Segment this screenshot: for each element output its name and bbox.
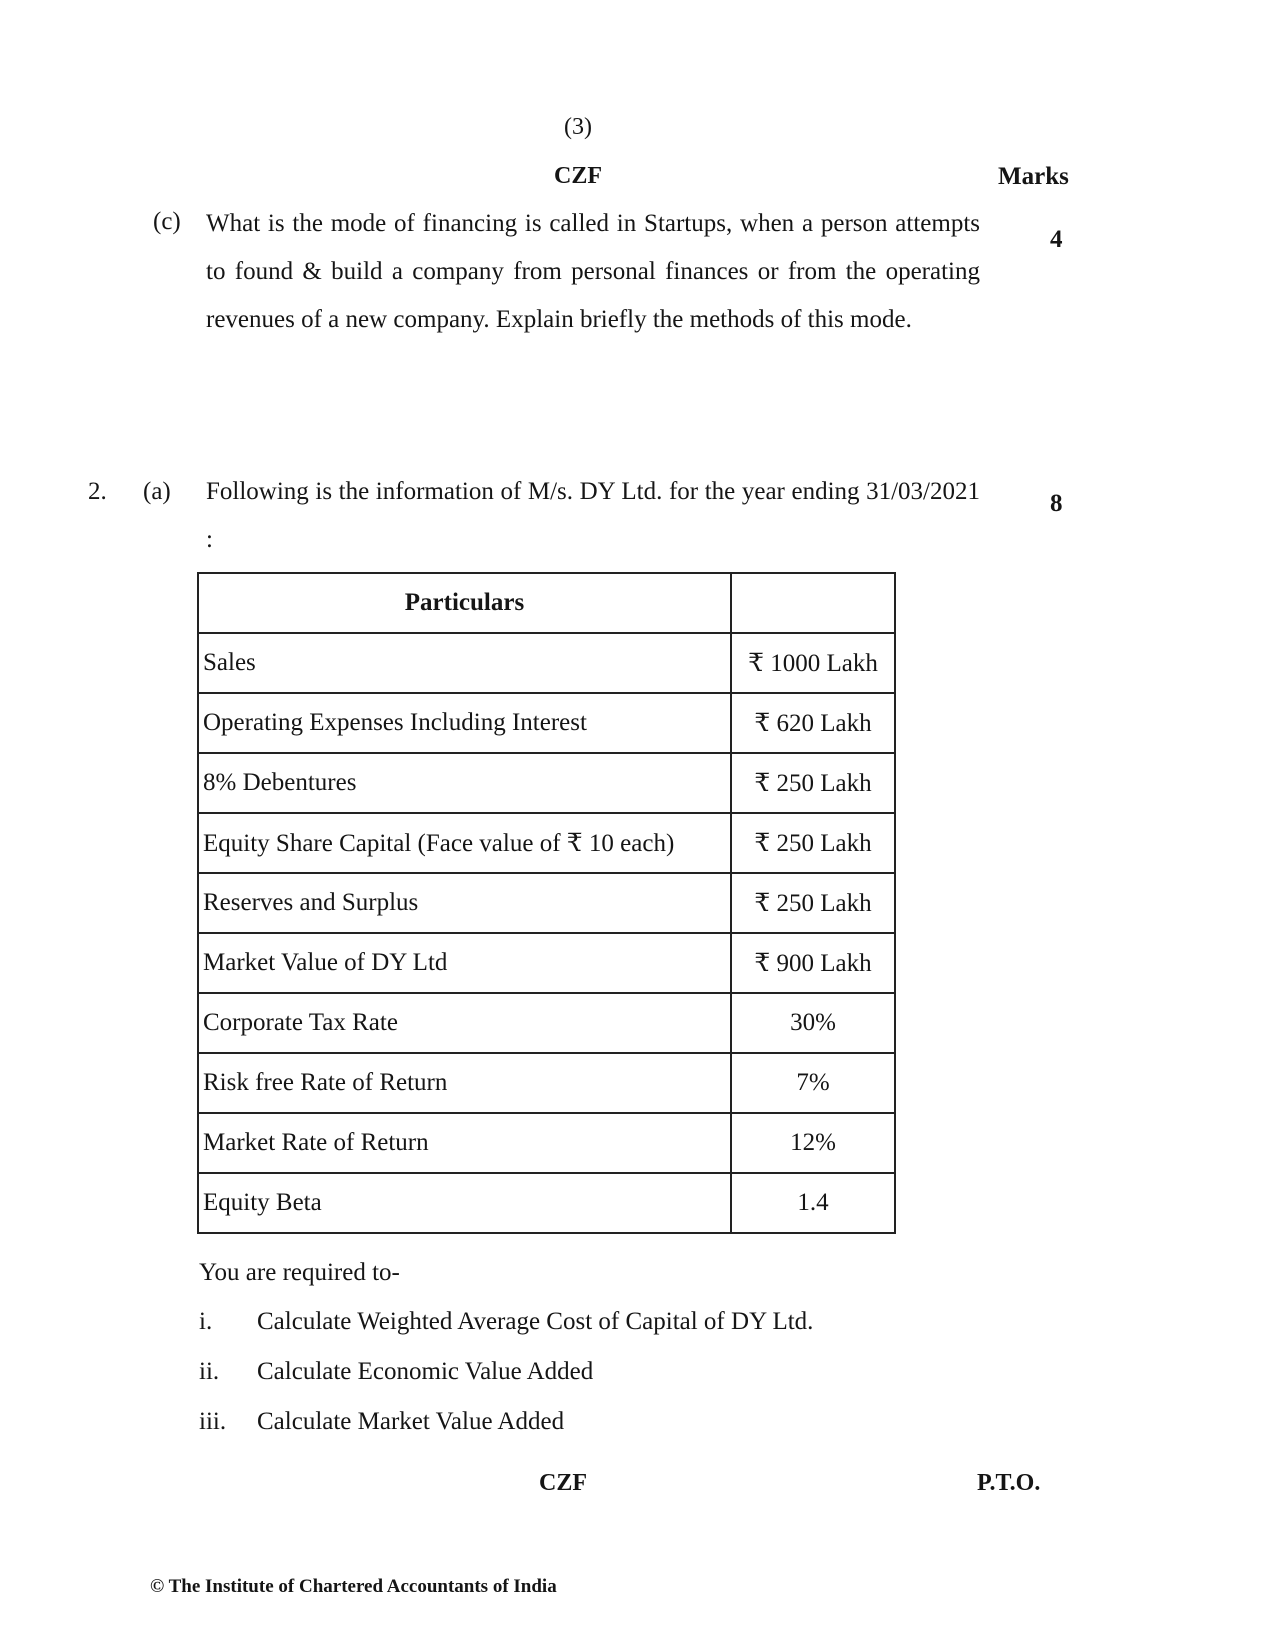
table-header-row xyxy=(198,573,895,633)
row-value: 7% xyxy=(731,1053,895,1113)
question-1c-label: (c) xyxy=(153,208,181,235)
requirement-2-number: ii. xyxy=(199,1358,220,1385)
row-value: ₹ 1000 Lakh xyxy=(731,633,895,693)
row-particular: Market Rate of Return xyxy=(198,1113,731,1173)
financial-info-table xyxy=(197,572,896,1234)
table-row xyxy=(198,933,895,993)
table-row xyxy=(198,993,895,1053)
row-value: ₹ 250 Lakh xyxy=(731,873,895,933)
required-label: You are required to- xyxy=(199,1259,400,1286)
table-row xyxy=(198,693,895,753)
table-row xyxy=(198,873,895,933)
row-value: 1.4 xyxy=(731,1173,895,1233)
question-2a-marks: 8 xyxy=(1050,490,1063,517)
row-particular: Market Value of DY Ltd xyxy=(198,933,731,993)
question-2a-label: (a) xyxy=(143,478,171,505)
row-particular: Operating Expenses Including Interest xyxy=(198,693,731,753)
table-row xyxy=(198,1053,895,1113)
requirement-3-number: iii. xyxy=(199,1408,227,1435)
table-row xyxy=(198,1173,895,1233)
question-2a-intro: Following is the information of M/s. DY Ltd. for the year ending 31/03/2021 : xyxy=(206,478,980,553)
paper-code-top: CZF xyxy=(554,163,602,189)
row-particular: Reserves and Surplus xyxy=(198,873,731,933)
table-row xyxy=(198,753,895,813)
row-particular: Corporate Tax Rate xyxy=(198,993,731,1053)
pto-label: P.T.O. xyxy=(977,1470,1041,1496)
table-header-value xyxy=(731,573,895,633)
row-value: 30% xyxy=(731,993,895,1053)
table-row xyxy=(198,633,895,693)
row-particular: Equity Beta xyxy=(198,1173,731,1233)
row-particular: 8% Debentures xyxy=(198,753,731,813)
question-2-number: 2. xyxy=(88,478,107,505)
row-value: ₹ 620 Lakh xyxy=(731,693,895,753)
table-row xyxy=(198,1113,895,1173)
table-header-particulars: Particulars xyxy=(198,573,731,633)
question-1c-text: What is the mode of financing is called in Startups, when a person attempts to found & build a company from personal finances or from the operating revenues of a new company. Explain briefly the methods of this mode. xyxy=(206,210,980,333)
table-row xyxy=(198,813,895,873)
requirement-1-number: i. xyxy=(199,1308,213,1335)
copyright-notice: © The Institute of Chartered Accountants of India xyxy=(150,1576,557,1597)
requirement-1-text: Calculate Weighted Average Cost of Capital of DY Ltd. xyxy=(257,1308,814,1335)
question-1c-marks: 4 xyxy=(1050,226,1063,253)
paper-code-bottom: CZF xyxy=(539,1470,587,1496)
requirement-2-text: Calculate Economic Value Added xyxy=(257,1358,594,1385)
row-particular: Sales xyxy=(198,633,731,693)
row-value: 12% xyxy=(731,1113,895,1173)
page-number: (3) xyxy=(564,114,592,140)
row-particular: Equity Share Capital (Face value of ₹ 10 each) xyxy=(198,813,731,873)
row-value: ₹ 250 Lakh xyxy=(731,813,895,873)
marks-column-heading: Marks xyxy=(998,163,1069,190)
row-particular: Risk free Rate of Return xyxy=(198,1053,731,1113)
row-value: ₹ 900 Lakh xyxy=(731,933,895,993)
requirement-3-text: Calculate Market Value Added xyxy=(257,1408,565,1435)
row-value: ₹ 250 Lakh xyxy=(731,753,895,813)
